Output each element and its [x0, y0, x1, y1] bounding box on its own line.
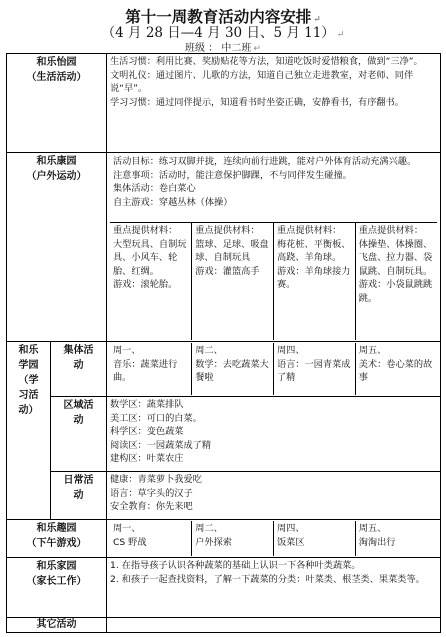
sports-column: 重点提供材料： 梅花桩、平衡板、高跷、羊角球。 游戏：羊角球接力赛。 — [274, 223, 356, 340]
daily-line: 安全教育：你先来吧 — [110, 501, 193, 513]
page-title: 第十一周教育活动内容安排 ↵ — [125, 7, 321, 26]
other-content — [107, 618, 441, 633]
life-line: 文明礼仪：通过图片、儿歌的方法，知道自己独立走进教室，对老师、同伴说“早”。 — [110, 69, 414, 95]
paragraph-mark-icon: ↵ — [313, 15, 321, 25]
paragraph-mark-icon: ↵ — [336, 30, 345, 40]
area-line: 数学区：蔬菜排队 — [110, 399, 184, 410]
games-content — [107, 520, 441, 558]
row-games — [7, 520, 441, 558]
section-other-label: 其它活动 — [7, 618, 107, 633]
area-line: 科学区：变色蔬菜 — [110, 426, 184, 438]
daily-line: 健康：青菜萝卜我爱吃 — [110, 474, 202, 485]
section-games-label: 和乐趣园 （下午游戏） — [7, 520, 107, 558]
sports-column: 重点提供材料： 篮球、足球、吸盘球、自制玩具 游戏：灌篮高手 — [192, 223, 274, 340]
family-content — [107, 558, 441, 618]
games-day: 周二、 户外探索 — [192, 521, 274, 556]
row-sports — [7, 153, 441, 342]
group-day: 周二、 数学：去吃蔬菜大餐啦 — [192, 343, 274, 395]
paragraph-mark-icon: ↵ — [253, 44, 261, 54]
group-day: 周一、 音乐：蔬菜进行曲。 — [113, 345, 178, 384]
sports-line: 注意事项：活动时，能注意保护脚踝，不与同伴发生碰撞。 — [113, 169, 352, 181]
sports-column: 重点提供材料： 体操垫、体操圈、飞盘、拉力器、袋鼠跳、自制玩具。 游戏：小袋鼠跳跳跳。 — [355, 223, 437, 340]
games-grid — [110, 521, 437, 556]
study-daily-content — [107, 472, 441, 520]
sports-materials-grid — [110, 223, 437, 340]
study-area-content — [107, 397, 441, 472]
sports-line: 活动目标：练习双脚并拢，连续向前行进跳，能对户外体育活动充满兴趣。 — [113, 156, 417, 167]
family-line: 1. 在指导孩子认识各种蔬菜的基础上认识一下各种叶类蔬菜。 — [110, 560, 361, 571]
study-group-label: 集体活 动 — [51, 342, 107, 397]
study-daily-label: 日常活 动 — [51, 472, 107, 520]
section-sports-label: 和乐康园 （户外运动） — [7, 153, 107, 342]
sports-column: 重点提供材料： 大型玩具、自制玩具、小风车、轮胎、红绸。 游戏：滚轮胎。 — [113, 225, 187, 291]
section-study-label: 和乐 学园 （学 习活 动） — [7, 342, 51, 520]
class-label: 班级 ： 中二班 ↵ — [185, 43, 261, 54]
life-content — [107, 54, 441, 153]
life-line: 学习习惯：通过同伴提示，知道看书时坐姿正确，安静看书，有序翻书。 — [110, 96, 404, 108]
group-day: 周五、 美术：卷心菜的故事 — [355, 343, 437, 395]
area-line: 美工区：可口的白菜。 — [110, 412, 202, 424]
row-study-area — [7, 397, 441, 472]
section-life-label: 和乐怡园 （生活活动） — [7, 54, 107, 153]
sports-content — [107, 153, 441, 342]
sports-line: 集体活动：卷白菜心 — [113, 183, 196, 195]
section-family-label: 和乐家园 （家长工作） — [7, 558, 107, 618]
area-line: 建构区：叶菜农庄 — [110, 453, 184, 465]
study-group-grid — [110, 343, 437, 395]
games-day: 周一、 CS 野战 — [113, 523, 147, 548]
row-study-daily — [7, 472, 441, 520]
games-day: 周四、 饭菜区 — [274, 521, 356, 556]
family-line: 2. 和孩子一起查找资料，了解一下蔬菜的分类：叶菜类、根茎类、果菜类等。 — [110, 573, 425, 585]
page-subtitle: （4 月 28 日—4 月 30 日、5 月 11） ↵ — [101, 25, 345, 41]
row-other — [7, 618, 441, 633]
area-line: 阅读区：一园蔬菜成了精 — [110, 439, 212, 451]
study-group-content — [107, 342, 441, 397]
row-family — [7, 558, 441, 618]
row-life — [7, 54, 441, 153]
study-area-label: 区域活 动 — [51, 397, 107, 472]
life-line: 生活习惯：利用比赛、奖励贴花等方法，知道吃饭时爱惜粮食，做到“三净”。 — [110, 56, 423, 67]
sports-line: 自主游戏：穿越丛林（体操） — [113, 196, 233, 208]
games-day: 周五、 淘淘出行 — [355, 521, 437, 556]
group-day: 周四、 语言：一园青菜成了精 — [274, 343, 356, 395]
daily-line: 语言：草字头的汉子 — [110, 487, 193, 499]
schedule-table — [6, 53, 441, 633]
row-study-group — [7, 342, 441, 397]
